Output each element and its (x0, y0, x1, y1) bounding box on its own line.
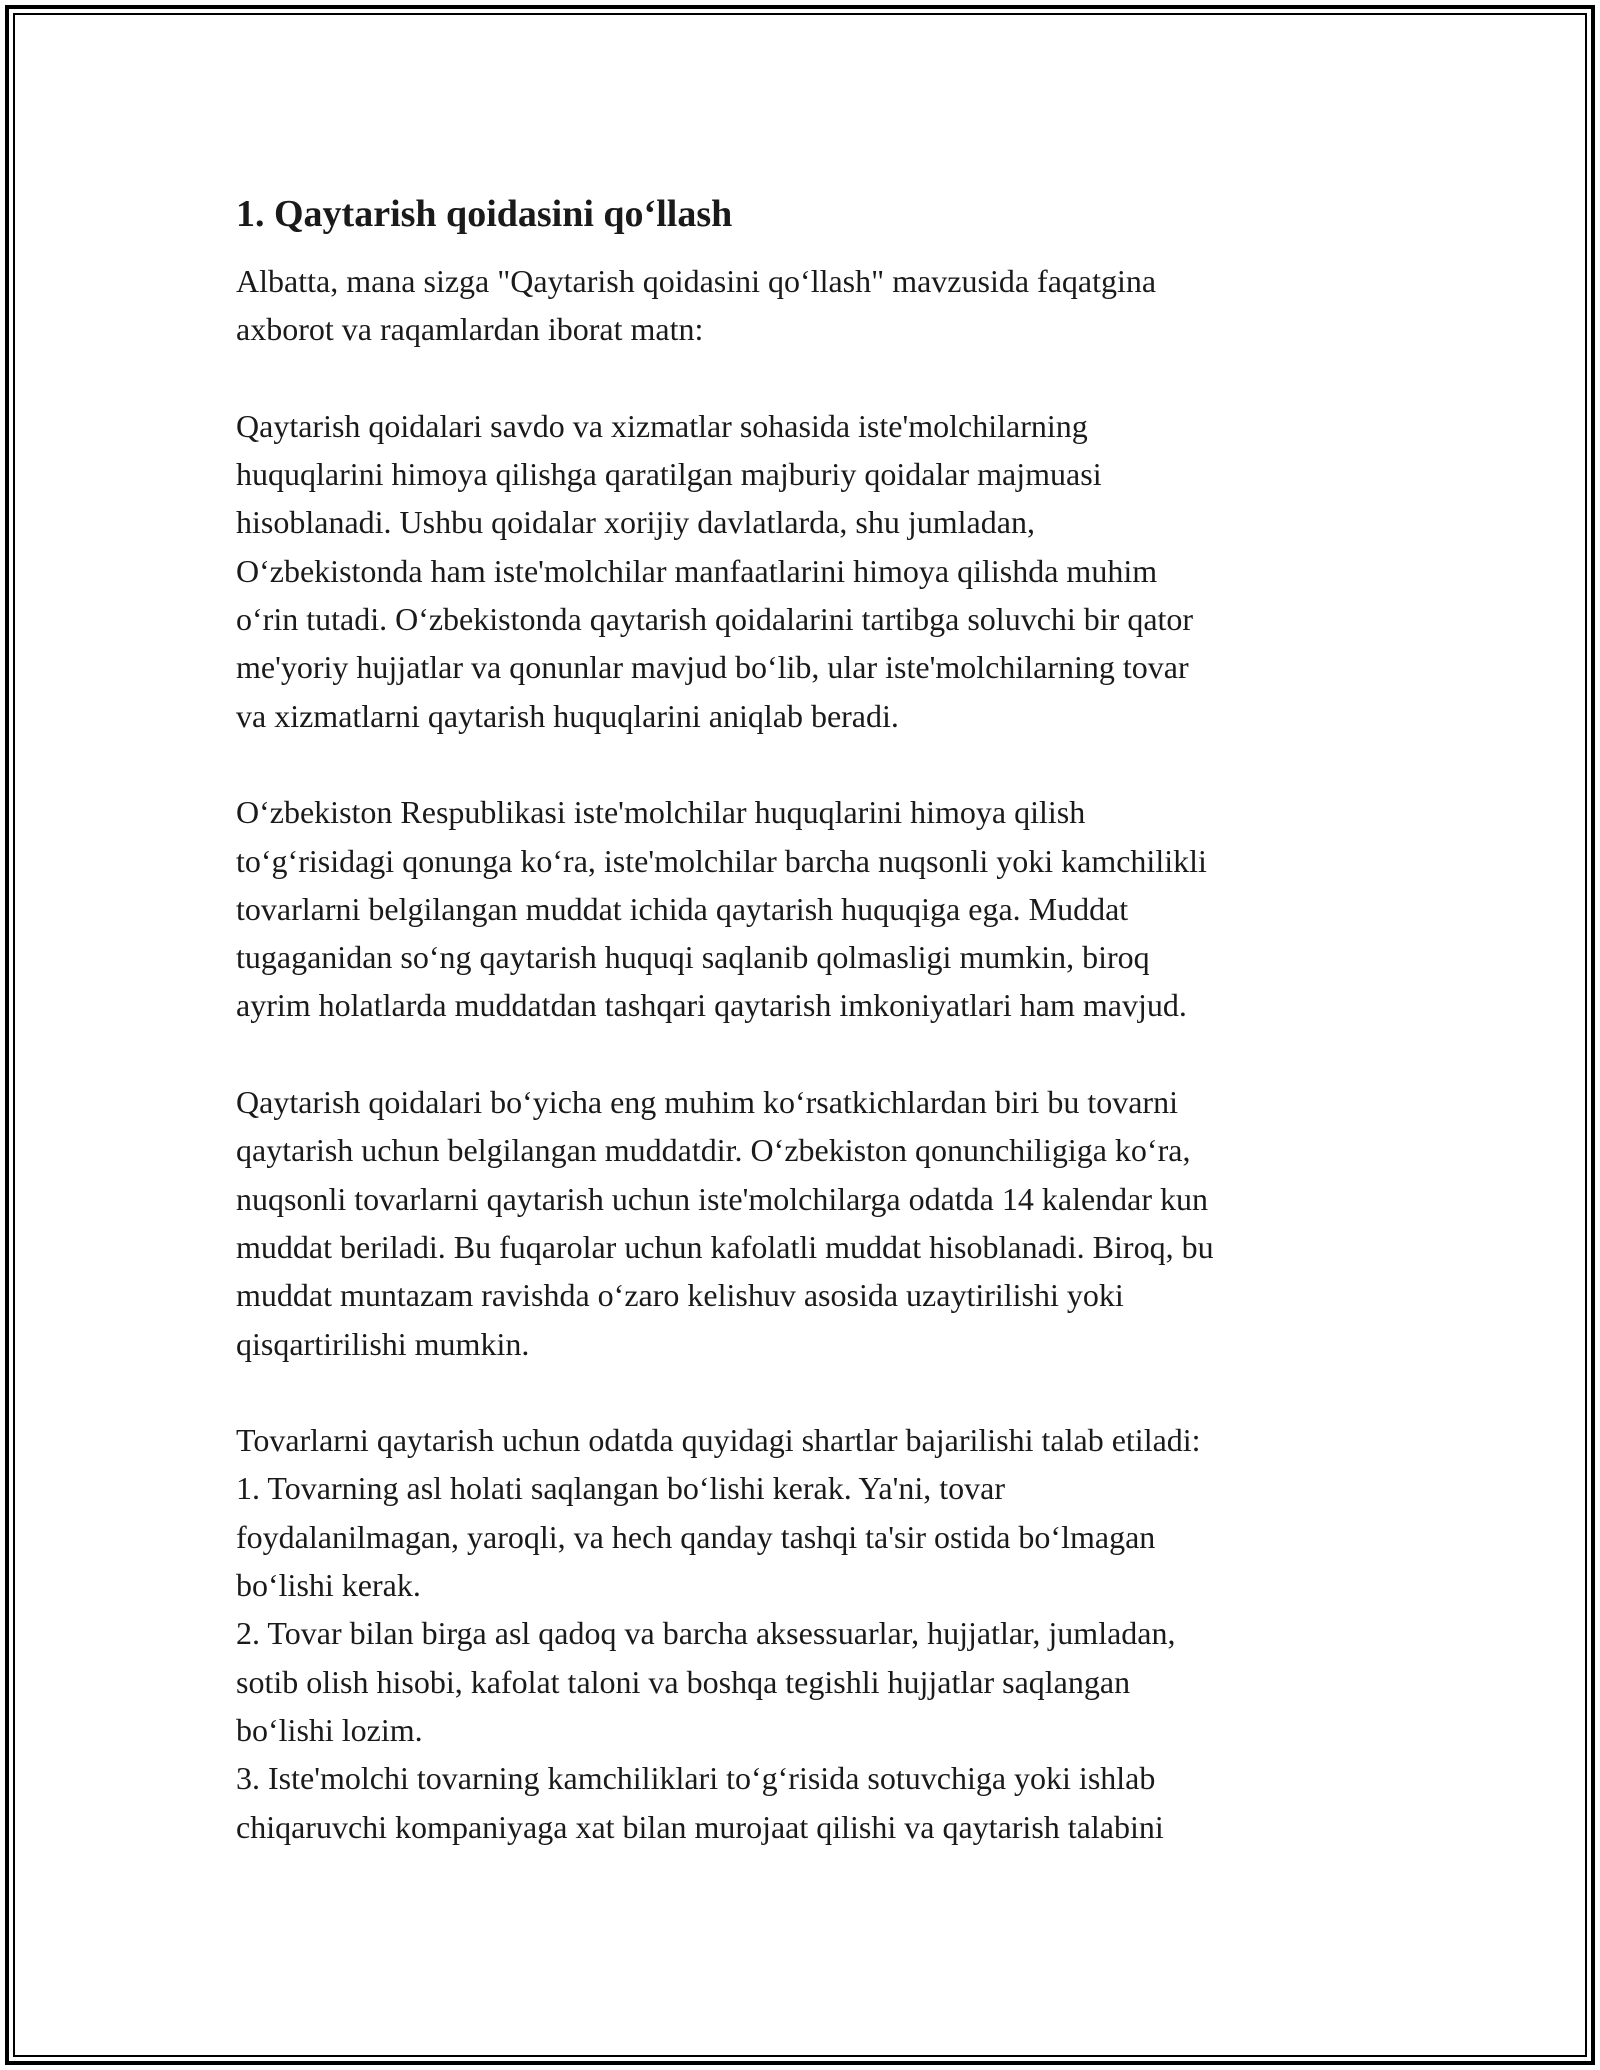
conditions-list (236, 1416, 1396, 1851)
page-title: 1. Qaytarish qoidasini qo‘llash (236, 193, 733, 235)
paragraph-return-rules: Qaytarish qoidalari savdo va xizmatlar sohasida iste'molchilarning huquqlarini himoya qilishga qaratilgan majburiy qoidalar majmuasi hisoblanadi. Ushbu qoidalar xorijiy davlatlarda, shu jumladan, O‘zbekistonda ham iste'molchilar manfaatlarini himoya qilishda muhim o‘rin tutadi. O‘zbekistonda qaytarish qoidalarini tartibga soluvchi bir qator me'yoriy hujjatlar va qonunlar mavjud bo‘lib, ular iste'molchilarning tovar va xizmatlarni qaytarish huquqlarini aniqlab beradi. (236, 407, 1194, 734)
paragraph-return-period: Qaytarish qoidalari bo‘yicha eng muhim ko‘rsatkichlardan biri bu tovarni qaytarish uchun belgilangan muddatdir. O‘zbekiston qonunchiligiga ko‘ra, nuqsonli tovarlarni qaytarish uchun iste'molchilarga odatda 14 kalendar kun muddat beriladi. Bu fuqarolar uchun kafolatli muddat hisoblanadi. Biroq, bu muddat muntazam ravishda o‘zaro kelishuv asosida uzaytirilishi yoki qisqartirilishi mumkin. (236, 1084, 1214, 1362)
paragraph-intro: Albatta, mana sizga "Qaytarish qoidasini qo‘llash" mavzusida faqatgina axborot va raqamlardan iborat matn: (236, 263, 1157, 348)
list-item: 2. Tovar bilan birga asl qadoq va barcha aksessuarlar, hujjatlar, jumladan, sotib olish hisobi, kafolat taloni va boshqa tegishli hujjatlar saqlangan bo‘lishi lozim. (236, 1615, 1176, 1748)
list-item: 1. Tovarning asl holati saqlangan bo‘lishi kerak. Ya'ni, tovar foydalanilmagan, yaroqli, va hech qanday tashqi ta'sir ostida bo‘lmagan bo‘lishi kerak. (236, 1470, 1156, 1604)
conditions-list-intro: Tovarlarni qaytarish uchun odatda quyidagi shartlar bajarilishi talab etiladi: (236, 1422, 1201, 1459)
list-item: 3. Iste'molchi tovarning kamchiliklari to‘g‘risida sotuvchiga yoki ishlab chiqaruvchi kompaniyaga xat bilan murojaat qilishi va qaytarish talabini (236, 1760, 1164, 1845)
paragraph-consumer-law: O‘zbekiston Respublikasi iste'molchilar huquqlarini himoya qilish to‘g‘risidagi qonunga ko‘ra, iste'molchilar barcha nuqsonli yoki kamchilikli tovarlarni belgilangan muddat ichida qaytarish huquqiga ega. Muddat tugaganidan so‘ng qaytarish huquqi saqlanib qolmasligi mumkin, biroq ayrim holatlarda muddatdan tashqari qaytarish imkoniyatlari ham mavjud. (236, 794, 1207, 1024)
document-body (236, 190, 1396, 1851)
